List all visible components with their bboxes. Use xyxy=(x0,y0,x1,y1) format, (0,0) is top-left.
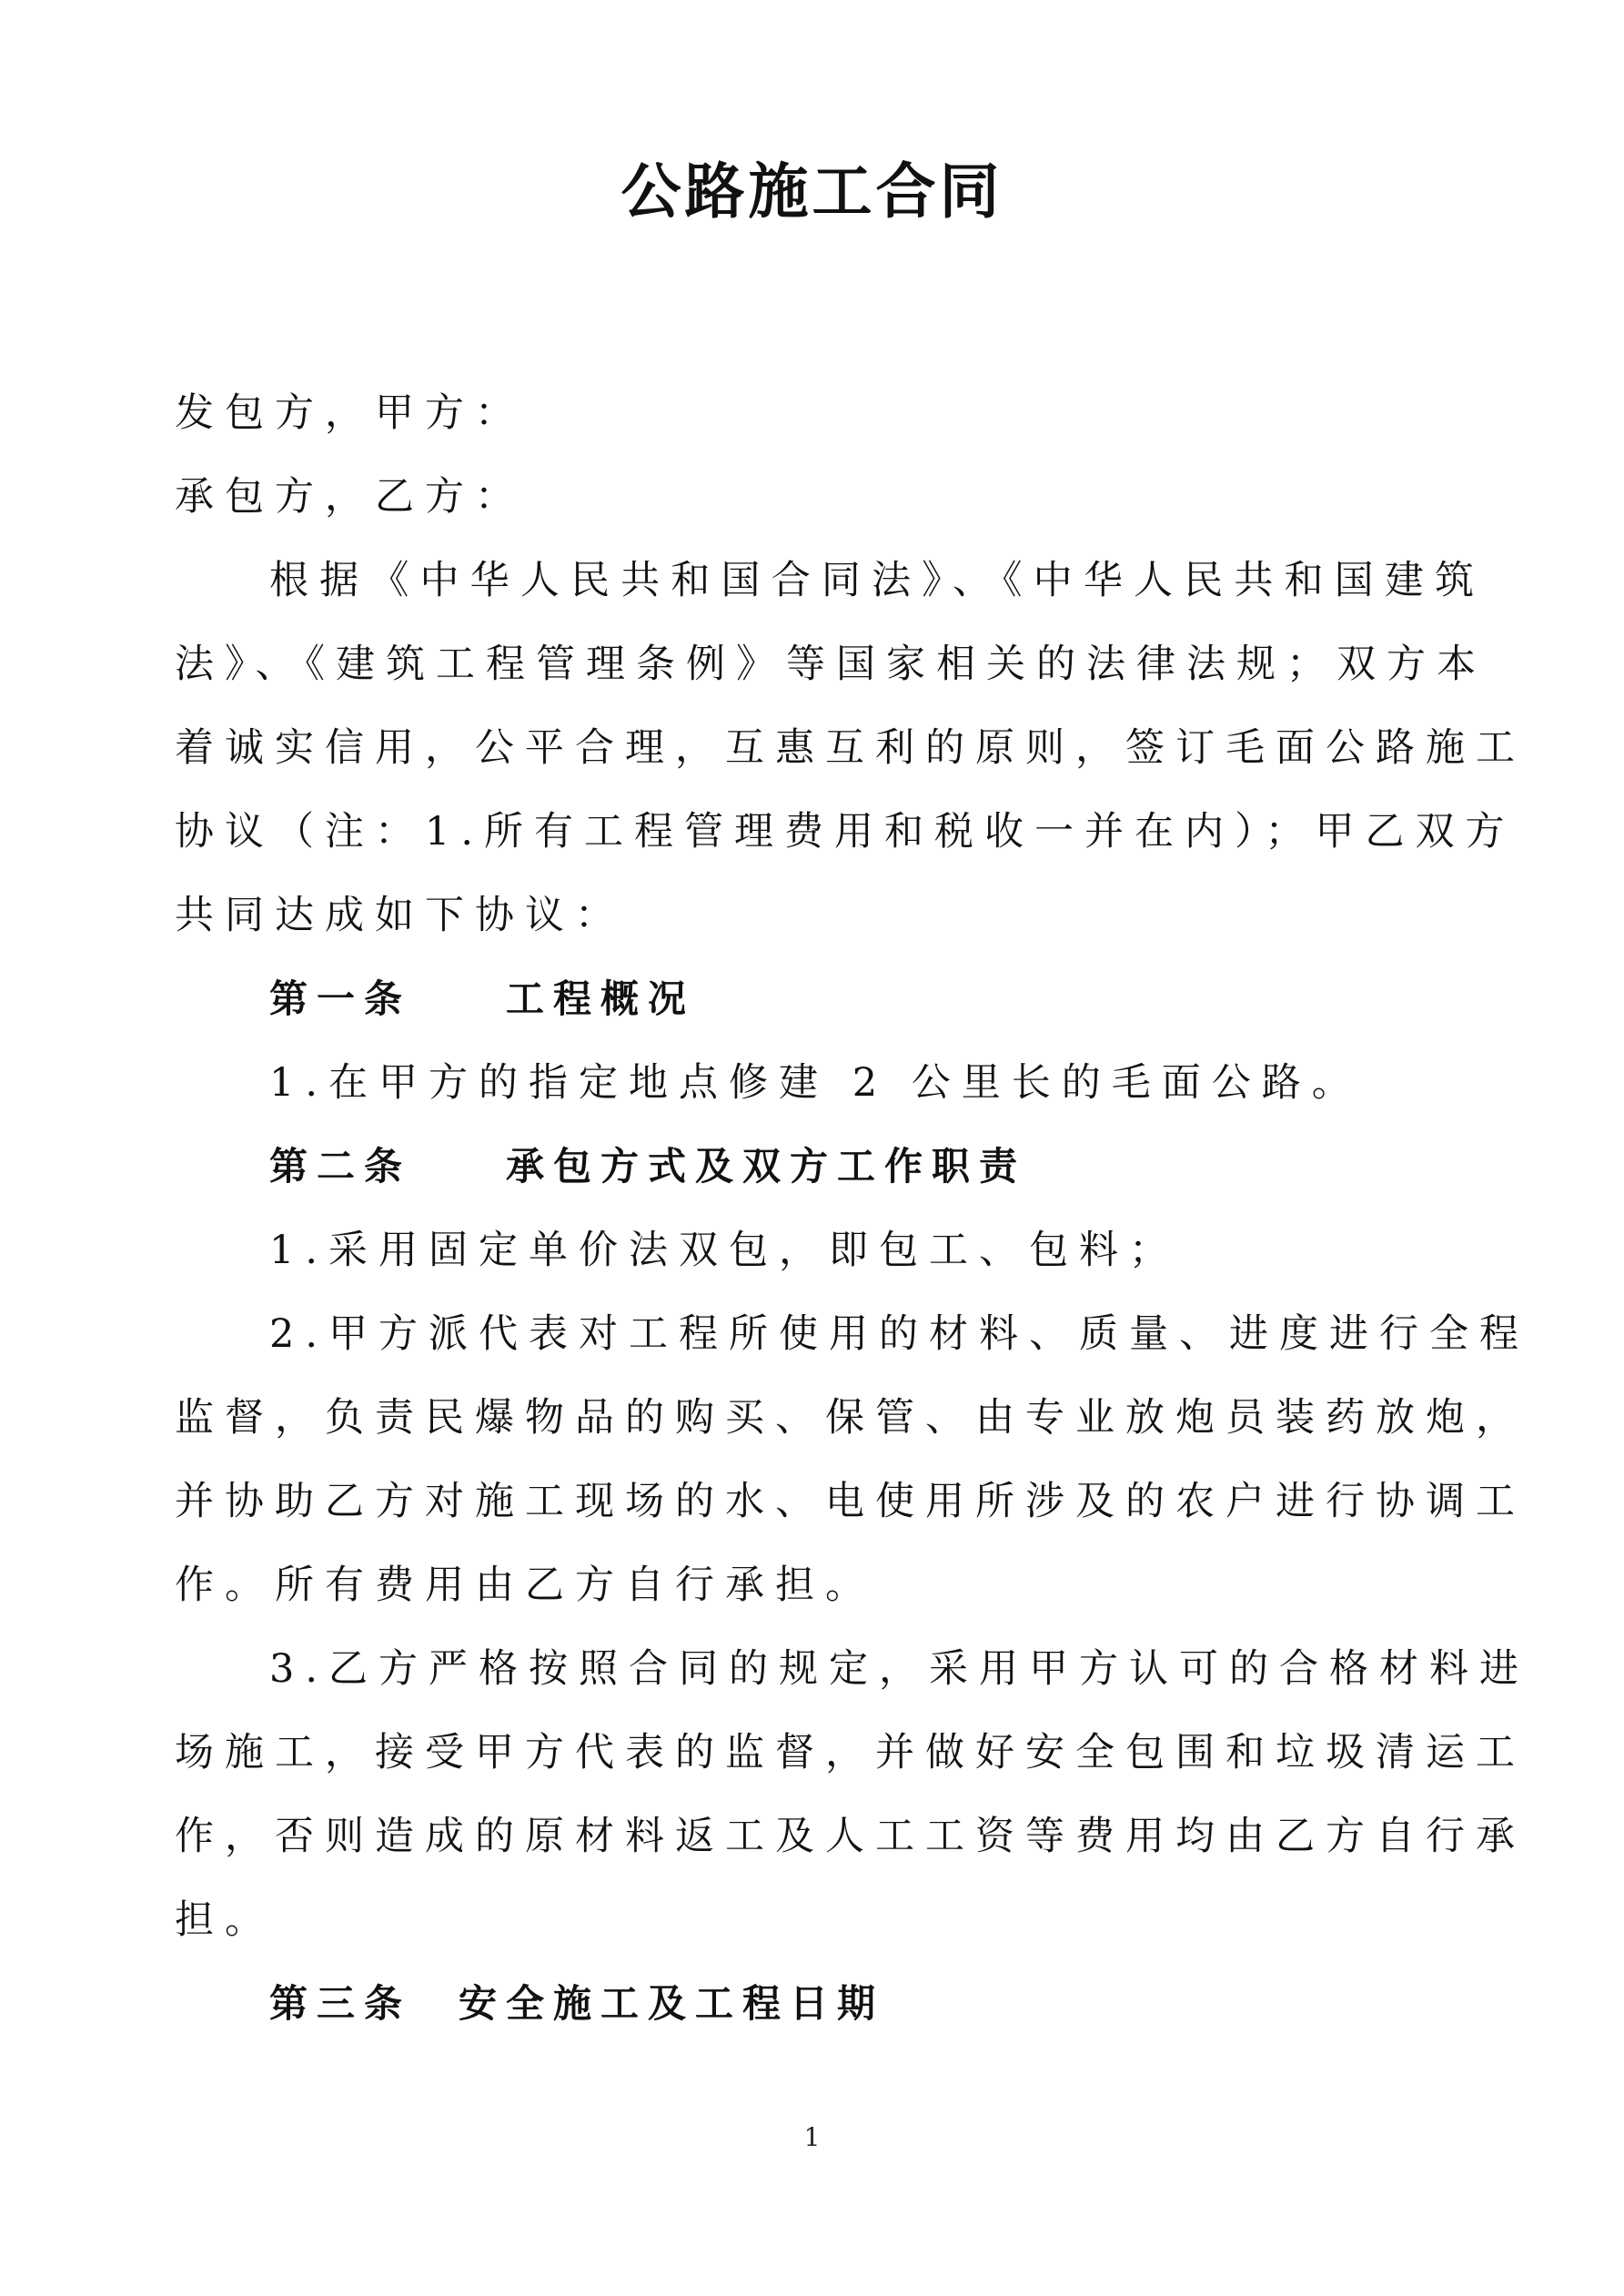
article-2-item-2-line: 监督，负责民爆物品的购买、保管、由专业放炮员装药放炮， xyxy=(175,1395,1526,1441)
article-2-item-2-line: 作。所有费用由乙方自行承担。 xyxy=(175,1563,875,1608)
article-1-item-1: 1.在甲方的指定地点修建 2 公里长的毛面公路。 xyxy=(269,1060,1362,1106)
preamble-line: 着诚实信用，公平合理，互惠互利的原则，签订毛面公路施工 xyxy=(175,725,1526,771)
party-b-line: 承包方，乙方： xyxy=(175,474,525,520)
preamble-line: 根据《中华人民共和国合同法》、《中华人民共和国建筑 xyxy=(269,558,1485,603)
party-a-line: 发包方，甲方： xyxy=(175,390,525,436)
article-2-heading: 第二条 承包方式及双方工作职责 xyxy=(269,1144,1027,1188)
page-number: 1 xyxy=(803,2122,821,2152)
article-2-item-3-line: 3.乙方严格按照合同的规定，采用甲方认可的合格材料进 xyxy=(269,1646,1530,1692)
article-2-item-2-line: 并协助乙方对施工现场的水、电使用所涉及的农户进行协调工 xyxy=(175,1479,1526,1524)
article-1-heading: 第一条 工程概况 xyxy=(269,976,696,1021)
document-title: 公路施工合同 xyxy=(620,157,1004,227)
document-body xyxy=(175,371,1530,2046)
article-3-heading: 第三条 安全施工及工程日期 xyxy=(269,1981,885,2026)
article-2-item-3-line: 场施工，接受甲方代表的监督，并做好安全包围和垃圾清运工 xyxy=(175,1730,1526,1775)
preamble-line: 协议（注：1.所有工程管理费用和税收一并在内）；甲乙双方 xyxy=(175,809,1516,855)
article-2-item-3-line: 担。 xyxy=(175,1897,275,1943)
article-2-item-2-line: 2.甲方派代表对工程所使用的材料、质量、进度进行全程 xyxy=(269,1311,1530,1357)
article-2-item-1: 1.采用固定单价法双包，即包工、包料； xyxy=(269,1228,1180,1273)
preamble-line: 法》、《建筑工程管理条例》等国家相关的法律法规；双方本 xyxy=(175,642,1487,687)
article-2-item-3-line: 作，否则造成的原材料返工及人工工资等费用均由乙方自行承 xyxy=(175,1814,1526,1859)
preamble-line: 共同达成如下协议： xyxy=(175,893,625,938)
